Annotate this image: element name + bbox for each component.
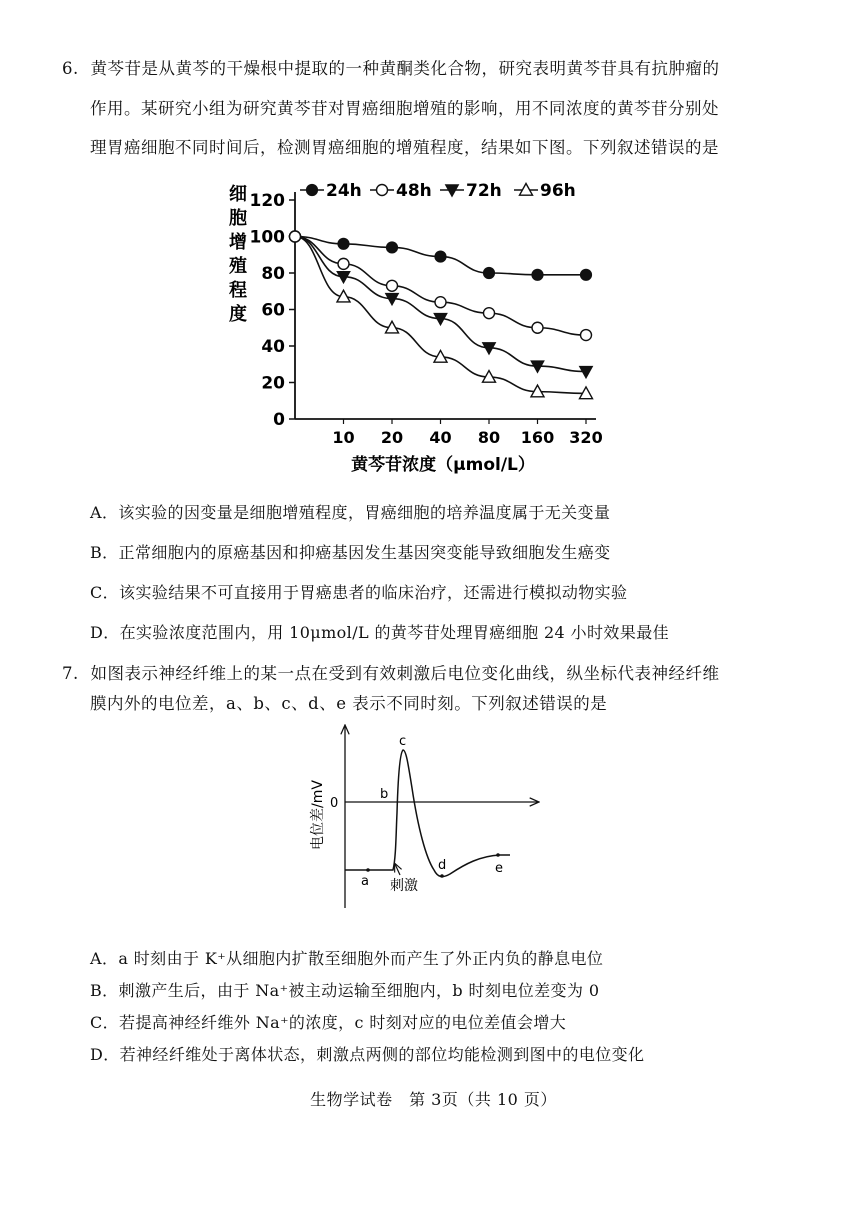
x-tick-label: 40 bbox=[429, 428, 452, 447]
action-potential-diagram bbox=[300, 718, 550, 918]
point-d bbox=[440, 874, 444, 878]
data-point-48h bbox=[338, 258, 349, 269]
label-b: b bbox=[380, 787, 389, 802]
diagram-ylabel: 电位差/mV bbox=[310, 780, 326, 850]
q6-stem-1: 黄芩苷是从黄芩的干燥根中提取的一种黄酮类化合物，研究表明黄芩苷具有抗肿瘤的 bbox=[90, 59, 720, 78]
point-a bbox=[366, 868, 370, 872]
legend-label: 48h bbox=[396, 181, 432, 201]
chart-y-ticks bbox=[250, 191, 296, 430]
data-point-48h bbox=[435, 297, 446, 308]
data-point-48h bbox=[532, 322, 543, 333]
label-c: c bbox=[399, 734, 407, 749]
page-footer: 生物学试卷 第 3页（共 10 页） bbox=[310, 1090, 557, 1109]
chart-x-ticks bbox=[332, 419, 602, 447]
q7-option-b: B．刺激产生后，由于 Na⁺被主动运输至细胞内，b 时刻电位差变为 0 bbox=[90, 981, 600, 1000]
data-point-48h bbox=[484, 308, 495, 319]
y-tick-label: 40 bbox=[261, 337, 285, 357]
label-a: a bbox=[361, 874, 369, 889]
data-point-48h bbox=[387, 280, 398, 291]
ylabel-char: 细 bbox=[229, 184, 247, 205]
x-tick-label: 160 bbox=[520, 428, 555, 447]
ylabel-char: 程 bbox=[229, 280, 247, 301]
legend-label: 24h bbox=[326, 181, 362, 201]
q6-stem-2: 作用。某研究小组为研究黄芩苷对胃癌细胞增殖的影响，用不同浓度的黄芩苷分别处 bbox=[90, 99, 719, 118]
q7-stem-1: 如图表示神经纤维上的某一点在受到有效刺激后电位变化曲线，纵坐标代表神经纤维 bbox=[90, 664, 720, 683]
ylabel-char: 胞 bbox=[229, 208, 247, 229]
q6-number: 6. bbox=[62, 59, 79, 78]
q6-option-a: A．该实验的因变量是细胞增殖程度，胃癌细胞的培养温度属于无关变量 bbox=[90, 503, 611, 522]
y-tick-label: 20 bbox=[261, 373, 285, 394]
x-tick-label: 20 bbox=[380, 428, 404, 447]
q7-line-1 bbox=[62, 660, 720, 684]
start-point bbox=[290, 231, 301, 242]
legend-marker-24h bbox=[307, 185, 318, 196]
data-point-24h bbox=[435, 251, 446, 262]
chart-legend bbox=[300, 181, 576, 201]
chart-xlabel: 黄芩苷浓度（μmol/L） bbox=[351, 455, 535, 475]
y-tick-label: 80 bbox=[261, 264, 285, 284]
point-e bbox=[496, 853, 500, 857]
stimulus-label: 刺激 bbox=[390, 878, 418, 894]
q7-number: 7. bbox=[62, 664, 79, 683]
proliferation-chart bbox=[220, 170, 640, 480]
action-potential-curve bbox=[345, 750, 510, 877]
x-tick-label: 80 bbox=[477, 428, 501, 447]
ylabel-char: 度 bbox=[229, 304, 247, 325]
legend-marker-48h bbox=[377, 185, 388, 196]
y-tick-label: 120 bbox=[249, 191, 285, 211]
legend-label: 96h bbox=[540, 181, 576, 201]
ylabel-char: 增 bbox=[229, 232, 247, 253]
y-tick-label: 60 bbox=[261, 300, 285, 321]
q7-option-a: A．a 时刻由于 K⁺从细胞内扩散至细胞外而产生了外正内负的静息电位 bbox=[90, 949, 604, 968]
data-point-24h bbox=[484, 268, 495, 279]
chart-ylabel bbox=[229, 184, 247, 325]
data-point-48h bbox=[581, 330, 592, 341]
legend-label: 72h bbox=[466, 181, 502, 201]
diagram-zero-label: 0 bbox=[330, 796, 339, 811]
y-tick-label: 100 bbox=[249, 227, 285, 248]
y-tick-label: 0 bbox=[273, 410, 285, 430]
chart-series bbox=[290, 231, 593, 399]
data-point-24h bbox=[387, 242, 398, 253]
q6-option-c: C．该实验结果不可直接用于胃癌患者的临床治疗，还需进行模拟动物实验 bbox=[90, 583, 628, 602]
data-point-24h bbox=[338, 238, 349, 249]
q6-option-d: D．在实验浓度范围内，用 10μmol/L 的黄芩苷处理胃癌细胞 24 小时效果最佳 bbox=[90, 623, 670, 642]
x-tick-label: 320 bbox=[569, 428, 603, 447]
data-point-24h bbox=[581, 269, 592, 280]
ylabel-char: 殖 bbox=[229, 256, 247, 277]
q7-option-c: C．若提高神经纤维外 Na⁺的浓度，c 时刻对应的电位差值会增大 bbox=[90, 1013, 567, 1032]
stimulus-arrow bbox=[395, 864, 400, 875]
data-point-24h bbox=[532, 269, 543, 280]
q6-line-1 bbox=[62, 55, 720, 79]
x-tick-label: 10 bbox=[332, 428, 355, 447]
q7-stem-2: 膜内外的电位差，a、b、c、d、e 表示不同时刻。下列叙述错误的是 bbox=[90, 694, 608, 713]
label-e: e bbox=[495, 861, 503, 876]
q7-option-d: D．若神经纤维处于离体状态，刺激点两侧的部位均能检测到图中的电位变化 bbox=[90, 1045, 645, 1064]
q6-stem-3: 理胃癌细胞不同时间后，检测胃癌细胞的增殖程度，结果如下图。下列叙述错误的是 bbox=[90, 138, 719, 157]
label-d: d bbox=[438, 858, 447, 873]
q6-option-b: B．正常细胞内的原癌基因和抑癌基因发生基因突变能导致细胞发生癌变 bbox=[90, 543, 611, 562]
